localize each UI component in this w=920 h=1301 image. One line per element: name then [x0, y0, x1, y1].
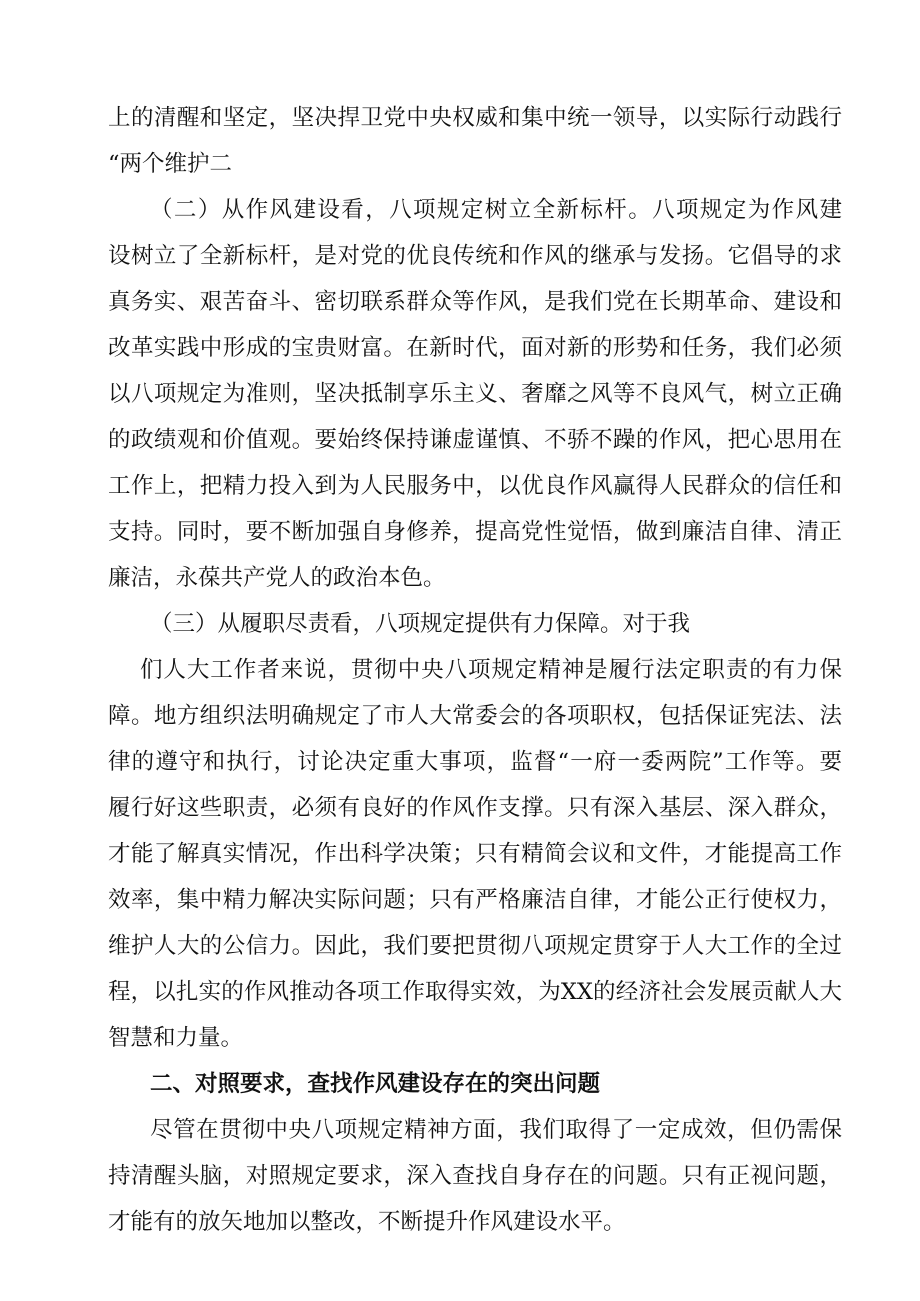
body-text-line: “两个维护二	[108, 151, 233, 177]
body-text-line: 尽管在贯彻中央八项规定精神方面，我们取得了一定成效，但仍需保	[150, 1117, 842, 1143]
body-text-line: 支持。同时，要不断加强自身修养，提高党性觉悟，做到廉洁自律、清正	[108, 519, 842, 545]
body-text-line: 上的清醒和坚定，坚决捍卫党中央权威和集中统一领导，以实际行动践行	[108, 105, 842, 131]
body-text-line: 才能了解真实情况，作出科学决策；只有精简会议和文件，才能提高工作	[108, 841, 842, 867]
body-text-line: 们人大工作者来说，贯彻中央八项规定精神是履行法定职责的有力保	[140, 657, 842, 683]
body-text-line: 工作上，把精力投入到为人民服务中，以优良作风赢得人民群众的信任和	[108, 473, 842, 499]
body-text-line: 履行好这些职责，必须有良好的作风作支撑。只有深入基层、深入群众，	[108, 795, 842, 821]
section-heading: 二、对照要求，查找作风建设存在的突出问题	[150, 1071, 601, 1097]
body-text-line: 设树立了全新标杆，是对党的优良传统和作风的继承与发扬。它倡导的求	[108, 243, 842, 269]
body-text-line: 维护人大的公信力。因此，我们要把贯彻八项规定贯穿于人大工作的全过	[108, 933, 842, 959]
body-text-line: 改革实践中形成的宝贵财富。在新时代，面对新的形势和任务，我们必须	[108, 335, 842, 361]
body-text-line: 的政绩观和价值观。要始终保持谦虚谨慎、不骄不躁的作风，把心思用在	[108, 427, 842, 453]
body-text-line: 效率，集中精力解决实际问题；只有严格廉洁自律，才能公正行使权力，	[108, 887, 842, 913]
subsection-heading-line: （二）从作风建设看，八项规定树立全新标杆。八项规定为作风建	[150, 197, 842, 223]
body-text-line: 智慧和力量。	[108, 1025, 244, 1051]
body-text-line: 障。地方组织法明确规定了市人大常委会的各项职权，包括保证宪法、法	[108, 703, 842, 729]
body-text-line: 真务实、艰苦奋斗、密切联系群众等作风，是我们党在长期革命、建设和	[108, 289, 842, 315]
subsection-heading-line: （三）从履职尽责看，八项规定提供有力保障。对于我	[150, 611, 691, 637]
body-text-line: 持清醒头脑，对照规定要求，深入查找自身存在的问题。只有正视问题，	[108, 1163, 842, 1189]
body-text-line: 廉洁，永葆共产党人的政治本色。	[108, 565, 446, 591]
body-text-line: 才能有的放矢地加以整改，不断提升作风建设水平。	[108, 1209, 626, 1235]
body-text-line: 律的遵守和执行，讨论决定重大事项，监督“一府一委两院”工作等。要	[108, 749, 842, 775]
body-text-line: 程，以扎实的作风推动各项工作取得实效，为XX的经济社会发展贡献人大	[108, 979, 842, 1005]
body-text-line: 以八项规定为准则，坚决抵制享乐主义、奢靡之风等不良风气，树立正确	[108, 381, 842, 407]
